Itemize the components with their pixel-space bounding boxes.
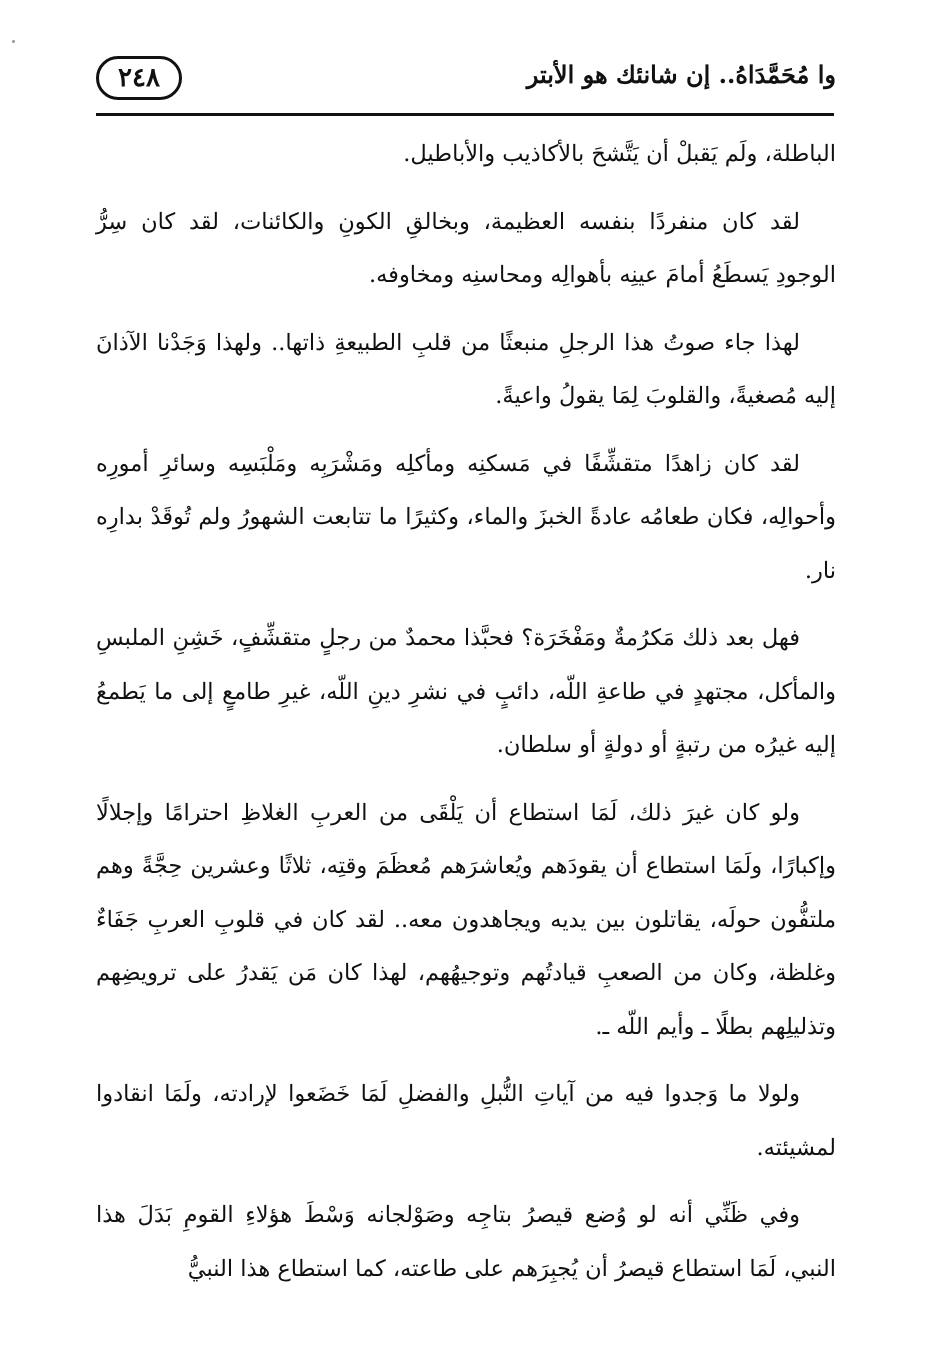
page-number: ٢٤٨ bbox=[96, 56, 182, 100]
margin-dot bbox=[12, 40, 15, 43]
page-header bbox=[96, 52, 836, 114]
paragraph: وفي ظَنِّي أنه لو وُضع قيصرُ بتاجِه وصَوْلجانه وَسْطَ هؤلاءِ القومِ بَدَلَ هذا النبي، لَمَا استطاع قيصرُ أن يُجبِرَهم على طاعته، كما استطاع هذا النبيُّ bbox=[96, 1202, 836, 1282]
running-title: وا مُحَمَّدَاهُ.. إن شانئك هو الأبتر bbox=[526, 60, 836, 89]
paragraph-continued: الباطلة، ولَم يَقبلْ أن يَتَّشحَ بالأكاذيب والأباطيل. bbox=[403, 141, 836, 167]
paragraph: فهل بعد ذلك مَكرُمةٌ ومَفْخَرَة؟ فحبَّذا محمدٌ من رجلٍ متقشِّفٍ، خَشِنِ الملبسِ والمأكل، مجتهدٍ في طاعةِ اللّه، دائبٍ في نشرِ دينِ اللّه، غيرِ طامعٍ إلى ما يَطمعُ إليه غيرُه من رتبةٍ أو دولةٍ أو سلطان. bbox=[96, 625, 836, 758]
header-divider bbox=[96, 113, 834, 116]
paragraph: ولو كان غيرَ ذلك، لَمَا استطاع أن يَلْقَى من العربِ الغلاظِ احترامًا وإجلالًا وإكبارًا، ولَمَا استطاع أن يقودَهم ويُعاشرَهم مُعظَمَ وقتِه، ثلاثًا وعشرين حِجَّةً وهم ملتفُّون حولَه، يقاتلون بين يديه ويجاهدون معه.. لقد كان في قلوبِ العربِ جَفَاءٌ وغلظة، وكان من الصعبِ قيادتُهم وتوجيهُهم، لهذا كان مَن يَقدرُ على ترويضِهم وتذليلِهم بطلًا ـ وأيم اللّه ـ. bbox=[96, 799, 836, 1040]
paragraph: لقد كان منفردًا بنفسه العظيمة، وبخالقِ الكونِ والكائنات، لقد كان سِرُّ الوجودِ يَسطَعُ أمامَ عينِه بأهوالِه ومحاسنِه ومخاوفه. bbox=[96, 208, 836, 288]
body-text bbox=[96, 128, 836, 1310]
paragraph: لهذا جاء صوتُ هذا الرجلِ منبعثًا من قلبِ الطبيعةِ ذاتها.. ولهذا وَجَدْنا الآذانَ إليه مُصغيةً، والقلوبَ لِمَا يقولُ واعيةً. bbox=[96, 329, 836, 409]
paragraph: لقد كان زاهدًا متقشِّفًا في مَسكنِه ومأكلِه ومَشْرَبِه ومَلْبَسِه وسائرِ أمورِه وأحوالِه، فكان طعامُه عادةً الخبزَ والماء، وكثيرًا ما تتابعت الشهورُ ولم تُوقَدْ بدارِه نار. bbox=[96, 450, 836, 584]
paragraph: ولولا ما وَجدوا فيه من آياتِ النُّبلِ والفضلِ لَمَا خَضَعوا لإرادته، ولَمَا انقادوا لمشيئته. bbox=[96, 1081, 836, 1161]
